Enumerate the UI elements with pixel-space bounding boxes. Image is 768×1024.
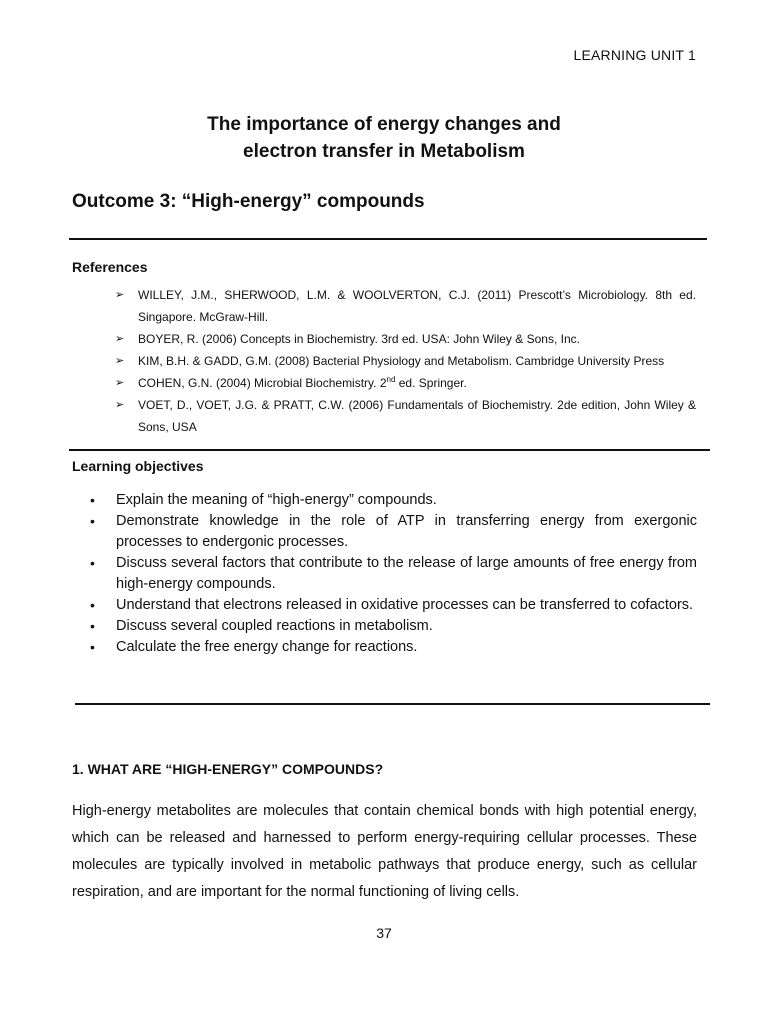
divider-bottom bbox=[75, 703, 710, 705]
objective-item bbox=[88, 511, 697, 553]
reference-text: WILLEY, J.M., SHERWOOD, L.M. & WOOLVERTON, C.J. (2011) Prescott’s Microbiology. 8th ed. Singapore. McGraw-Hill. bbox=[138, 288, 696, 324]
bullet-icon: • bbox=[90, 513, 95, 529]
reference-text: KIM, B.H. & GADD, G.M. (2008) Bacterial Physiology and Metabolism. Cambridge University Press bbox=[138, 354, 665, 368]
arrow-bullet-icon: ➢ bbox=[115, 399, 125, 411]
divider-middle bbox=[69, 449, 710, 451]
objective-text: Demonstrate knowledge in the role of ATP in transferring energy from exergonic processes to endergonic processes. bbox=[116, 513, 697, 550]
reference-item bbox=[115, 394, 696, 438]
reference-text bbox=[138, 376, 467, 390]
divider-top bbox=[69, 238, 707, 240]
section-1-heading: 1. WHAT ARE “HIGH-ENERGY” COMPOUNDS? bbox=[72, 761, 384, 777]
objective-item bbox=[88, 616, 697, 637]
objective-text: Understand that electrons released in oxidative processes can be transferred to cofactors. bbox=[116, 597, 694, 613]
references-label: References bbox=[72, 259, 148, 275]
document-title-line-2: electron transfer in Metabolism bbox=[243, 141, 525, 162]
document-title-line-1: The importance of energy changes and bbox=[207, 114, 561, 135]
objective-item bbox=[88, 637, 697, 658]
bullet-icon: • bbox=[90, 618, 95, 634]
page-number: 37 bbox=[376, 925, 392, 941]
learning-objectives-label: Learning objectives bbox=[72, 458, 204, 474]
reference-item bbox=[115, 328, 696, 350]
objective-text: Calculate the free energy change for reactions. bbox=[116, 639, 418, 655]
reference-text-part: COHEN, G.N. (2004) Microbial Biochemistry. 2 bbox=[138, 376, 387, 390]
arrow-bullet-icon: ➢ bbox=[115, 355, 125, 367]
objective-item bbox=[88, 553, 697, 595]
reference-text-part: ed. Springer. bbox=[395, 376, 467, 390]
reference-text: VOET, D., VOET, J.G. & PRATT, C.W. (2006) Fundamentals of Biochemistry. 2de edition, John Wiley & Sons, USA bbox=[138, 398, 696, 434]
bullet-icon: • bbox=[90, 639, 95, 655]
bullet-icon: • bbox=[90, 555, 95, 571]
reference-item bbox=[115, 350, 696, 372]
objective-text: Discuss several factors that contribute to the release of large amounts of free energy from high-energy compounds. bbox=[116, 555, 697, 592]
document-title bbox=[0, 111, 768, 165]
reference-item bbox=[115, 284, 696, 328]
objective-item bbox=[88, 490, 697, 511]
objective-text: Discuss several coupled reactions in metabolism. bbox=[116, 618, 433, 634]
section-1-paragraph: High-energy metabolites are molecules that contain chemical bonds with high potential energy, which can be released and harnessed to perform energy-requiring cellular processes. These molecules are typically involved in metabolic pathways that produce energy, such as cellular respiration, and are important for the normal functioning of living cells. bbox=[72, 803, 697, 900]
bullet-icon: • bbox=[90, 492, 95, 508]
outcome-heading: Outcome 3: “High-energy” compounds bbox=[72, 191, 425, 212]
objective-text: Explain the meaning of “high-energy” compounds. bbox=[116, 492, 437, 508]
arrow-bullet-icon: ➢ bbox=[115, 289, 125, 301]
references-list bbox=[115, 284, 696, 438]
reference-item bbox=[115, 372, 696, 394]
arrow-bullet-icon: ➢ bbox=[115, 377, 125, 389]
reference-text: BOYER, R. (2006) Concepts in Biochemistry. 3rd ed. USA: John Wiley & Sons, Inc. bbox=[138, 332, 580, 346]
ordinal-superscript: nd bbox=[386, 375, 396, 384]
objective-item bbox=[88, 595, 697, 616]
learning-objectives-list bbox=[88, 490, 697, 658]
bullet-icon: • bbox=[90, 597, 95, 613]
arrow-bullet-icon: ➢ bbox=[115, 333, 125, 345]
running-header: LEARNING UNIT 1 bbox=[573, 47, 696, 63]
